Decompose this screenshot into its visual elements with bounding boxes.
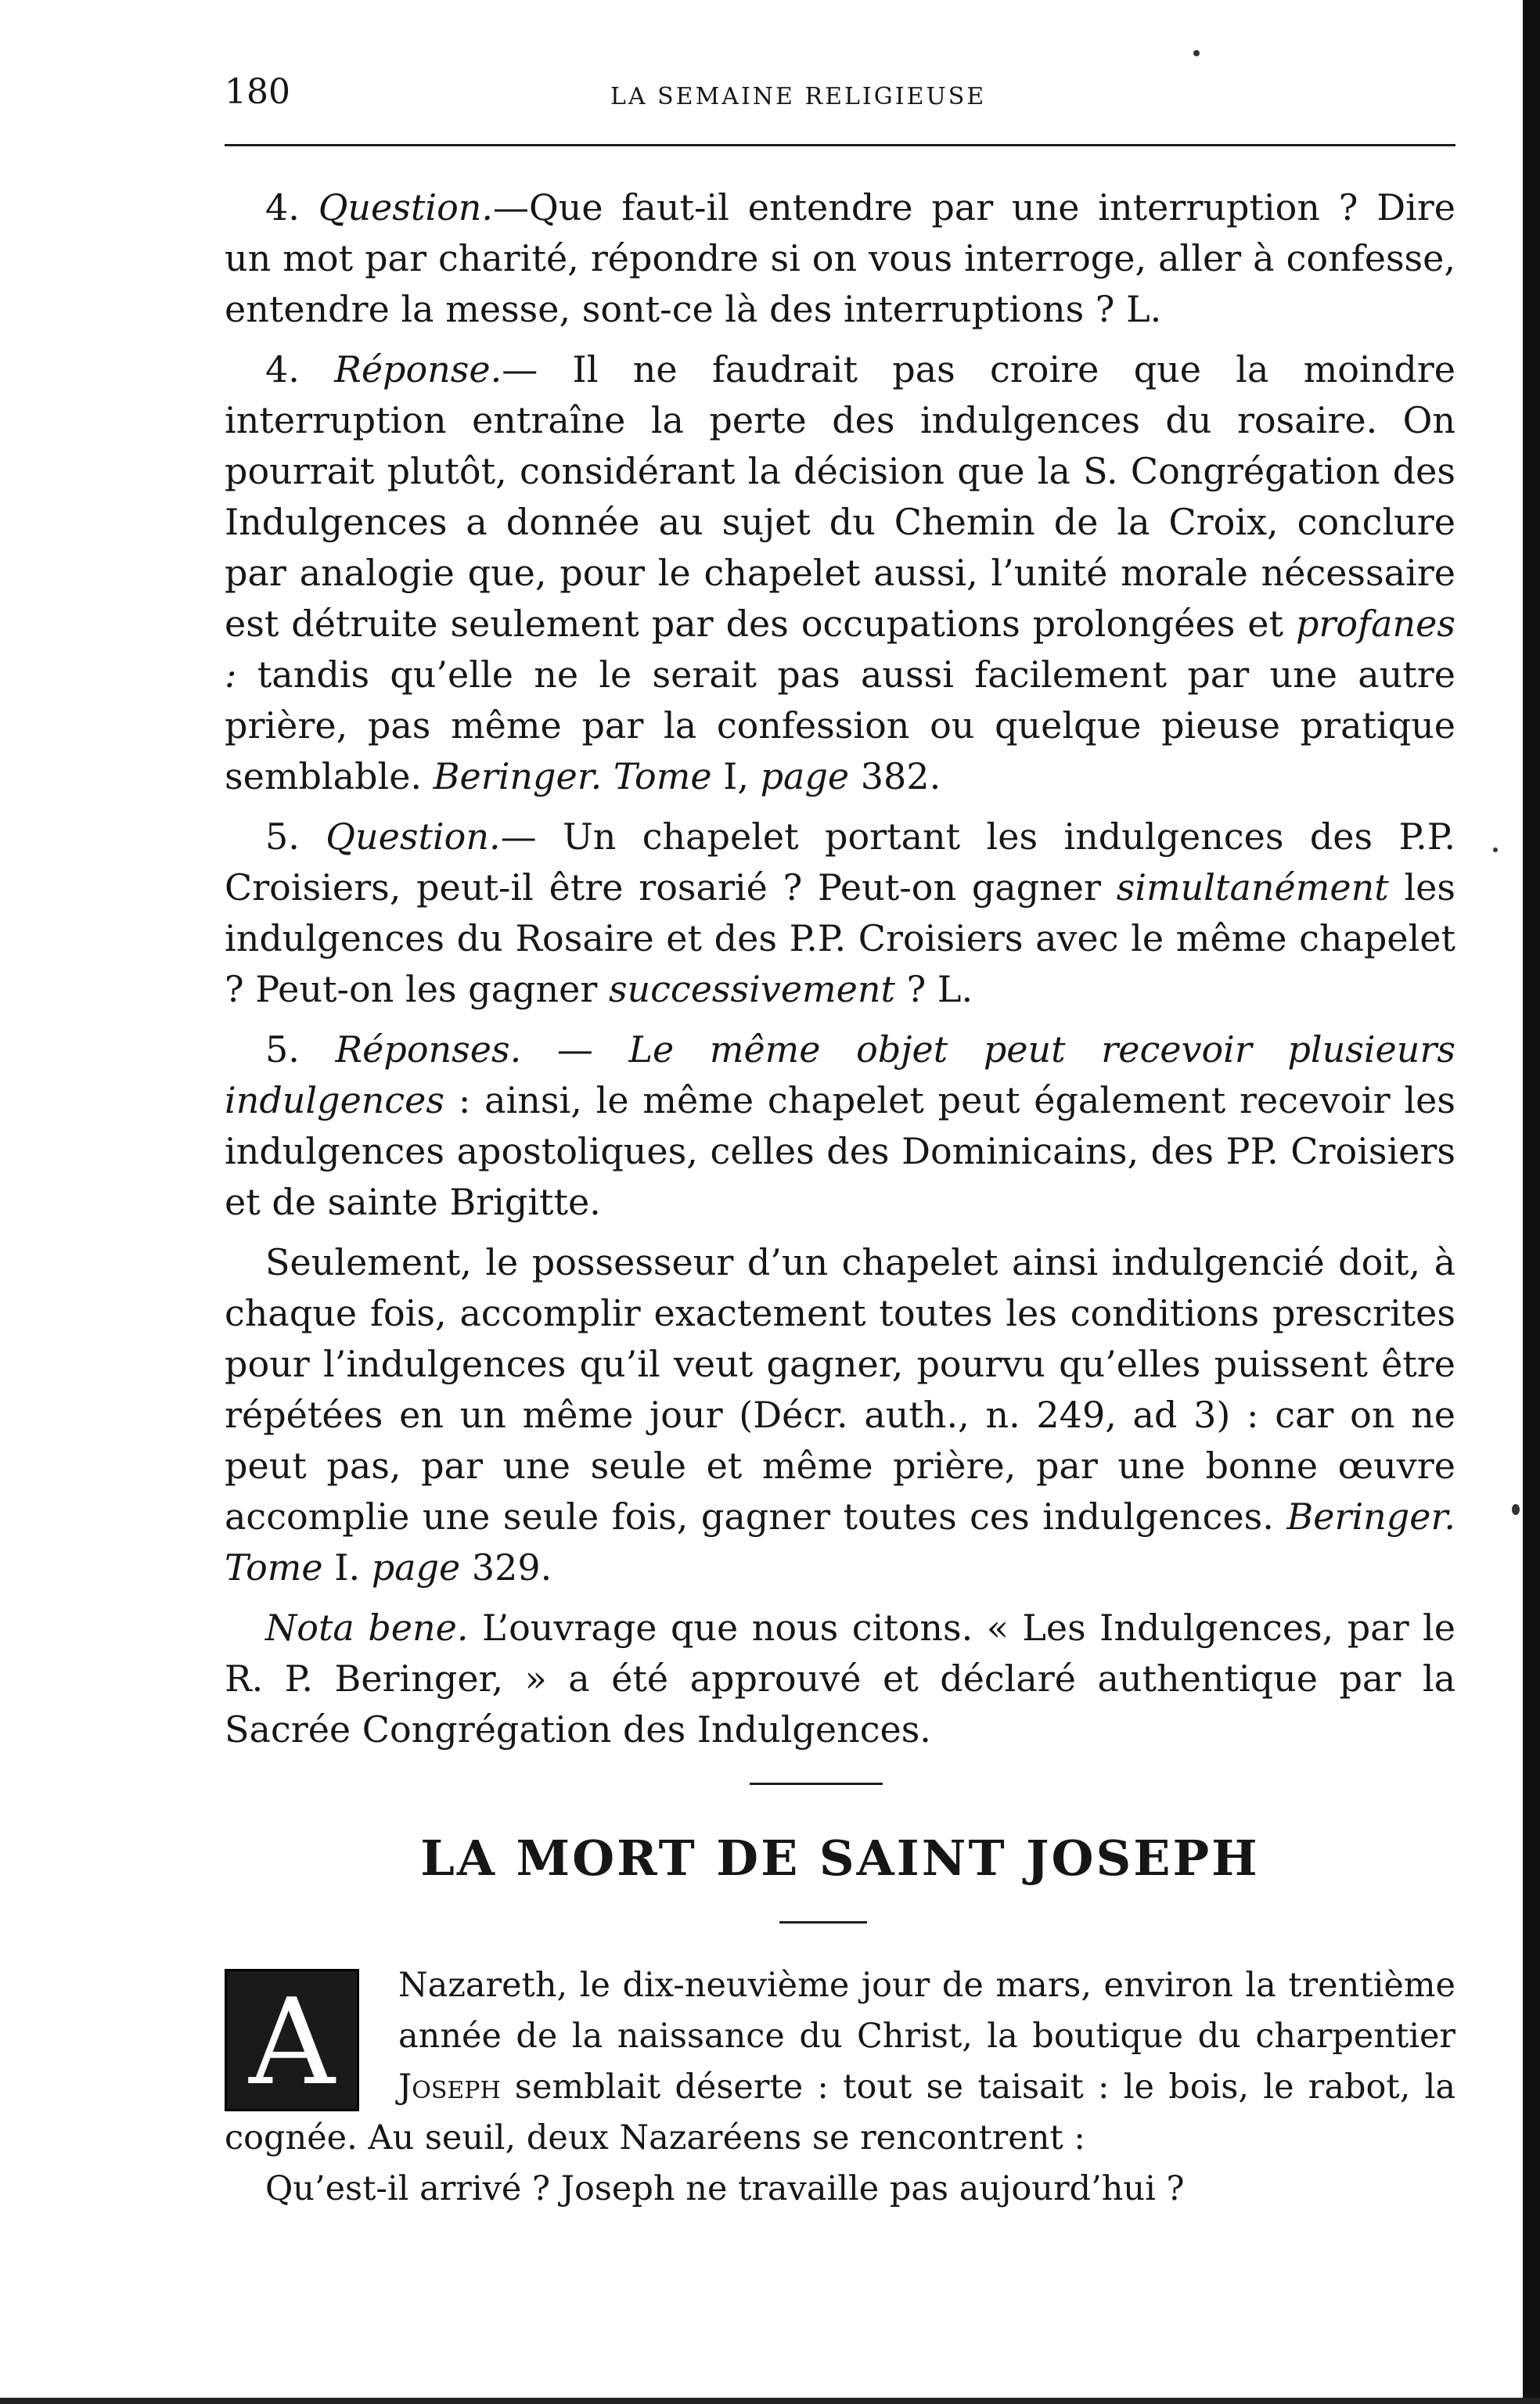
question-5-number: 5.: [265, 815, 300, 858]
source-volume: I.: [334, 1546, 361, 1589]
response-4-number: 4.: [265, 348, 300, 390]
source-author: Beringer.: [433, 755, 603, 797]
page-edge-shadow: [1523, 0, 1540, 2404]
article-paragraph: [225, 1960, 1455, 2164]
article-body: [225, 1960, 1455, 2215]
response-4-text-cont: tandis qu’elle ne le serait pas aussi facilement par une autre prière, pas même par la confession ou quelque pieuse pratique semblable.: [225, 653, 1455, 797]
response-5-text: : ainsi, le même chapelet peut également recevoir les indulgences apostoliques, celles des Dominicains, des PP. Croisiers et de sainte Brigitte.: [225, 1079, 1455, 1223]
question-4: [225, 182, 1455, 335]
response-4-italic: profanes :: [225, 603, 1456, 696]
response-4-text: — Il ne faudrait pas croire que la moindre interruption entraîne la perte des indulgences du rosaire. On pourrait plutôt, considérant la décision que la S. Congrégation des Indulgences a donnée au sujet du Chemin de la Croix, conclure par analogie que, pour le chapelet aussi, l’unité morale nécessaire est détruite seulement par des occupations prolongées et: [225, 348, 1456, 645]
ink-speck: [1493, 848, 1498, 852]
response-5-number: 5.: [265, 1028, 300, 1071]
source-page-word: page: [371, 1546, 461, 1589]
response-5-label: Réponses.: [335, 1028, 522, 1071]
question-5-text-2: les indulgences du Rosaire et des P.P. Croisiers avec le même chapelet ? Peut-on les gagner: [225, 866, 1456, 1010]
question-4-number: 4.: [265, 186, 300, 229]
source-volume: I,: [723, 755, 749, 797]
title-rule: [779, 1921, 867, 1924]
source-tome: Tome: [613, 755, 712, 797]
page-number: 180: [225, 72, 290, 112]
source-page: 329.: [471, 1546, 552, 1589]
response-4-label: Réponse.: [334, 348, 502, 390]
drop-cap-spacer: [225, 1960, 398, 2111]
question-4-text: —Que faut-il entendre par une interruption ? Dire un mot par charité, répondre si on vous interroge, aller à confesse, entendre la messe, sont-ce là des interruptions ? L.: [225, 186, 1456, 330]
question-4-label: Question.: [318, 186, 494, 229]
article-dialog: Qu’est-il arrivé ? Joseph ne travaille pas aujourd’hui ?: [265, 2169, 1185, 2208]
source-author: Beringer.: [1286, 1495, 1456, 1538]
article-title: LA MORT DE SAINT JOSEPH: [420, 1830, 1260, 1887]
question-5-text-3: ? L.: [906, 968, 973, 1010]
response-5-italic: — Le même objet peut recevoir plusieurs indulgences: [225, 1028, 1455, 1121]
question-5-label: Question.: [326, 815, 501, 858]
page-bottom-edge: [0, 2398, 1540, 2404]
question-5-italic-2: successivement: [608, 968, 896, 1010]
nota-bene-text: L’ouvrage que nous citons. « Les Indulgences, par le R. P. Beringer, » a été approuvé et déclaré authentique par la Sacrée Congrégation des Indulgences.: [225, 1607, 1455, 1751]
ink-speck: [1193, 50, 1200, 56]
question-5: [225, 812, 1455, 1015]
nota-bene: [225, 1603, 1455, 1755]
question-5-italic-1: simultanément: [1116, 866, 1389, 909]
question-5-text: — Un chapelet portant les indulgences des P.P. Croisiers, peut-il être rosarié ? Peut-on gagner: [225, 815, 1456, 909]
ink-speck: [1512, 1504, 1520, 1515]
qa-section: [225, 182, 1455, 1765]
seulement-paragraph: [225, 1237, 1455, 1593]
nota-bene-label: Nota bene.: [265, 1607, 469, 1649]
section-divider: [750, 1783, 883, 1785]
article-text-2: semblait déserte : tout se taisait : le bois, le rabot, la cognée. Au seuil, deux Nazaréens se rencontrent :: [225, 2068, 1456, 2157]
drop-cap-letter: A: [225, 1969, 359, 2111]
source-page-word: page: [760, 755, 850, 797]
article-text-1: Nazareth, le dix-neuvième jour de mars, environ la trentième année de la naissance du Christ, la boutique du charpentier: [398, 1966, 1455, 2056]
source-tome: Tome: [225, 1546, 323, 1589]
joseph-name: Joseph: [398, 2068, 501, 2107]
seulement-text: Seulement, le possesseur d’un chapelet ainsi indulgencié doit, à chaque fois, accomplir exactement toutes les conditions prescrites pour l’indulgences qu’il veut gagner, pourvu qu’elles puissent être répétées en un même jour (Décr. auth., n. 249, ad 3) : car on ne peut pas, par une seule et même prière, par une bonne œuvre accomplie une seule fois, gagner toutes ces indulgences.: [225, 1241, 1455, 1538]
running-title: LA SEMAINE RELIGIEUSE: [610, 83, 987, 110]
source-page: 382.: [860, 755, 941, 797]
response-5: [225, 1024, 1455, 1228]
response-4: [225, 344, 1455, 802]
header-rule: [225, 144, 1455, 146]
